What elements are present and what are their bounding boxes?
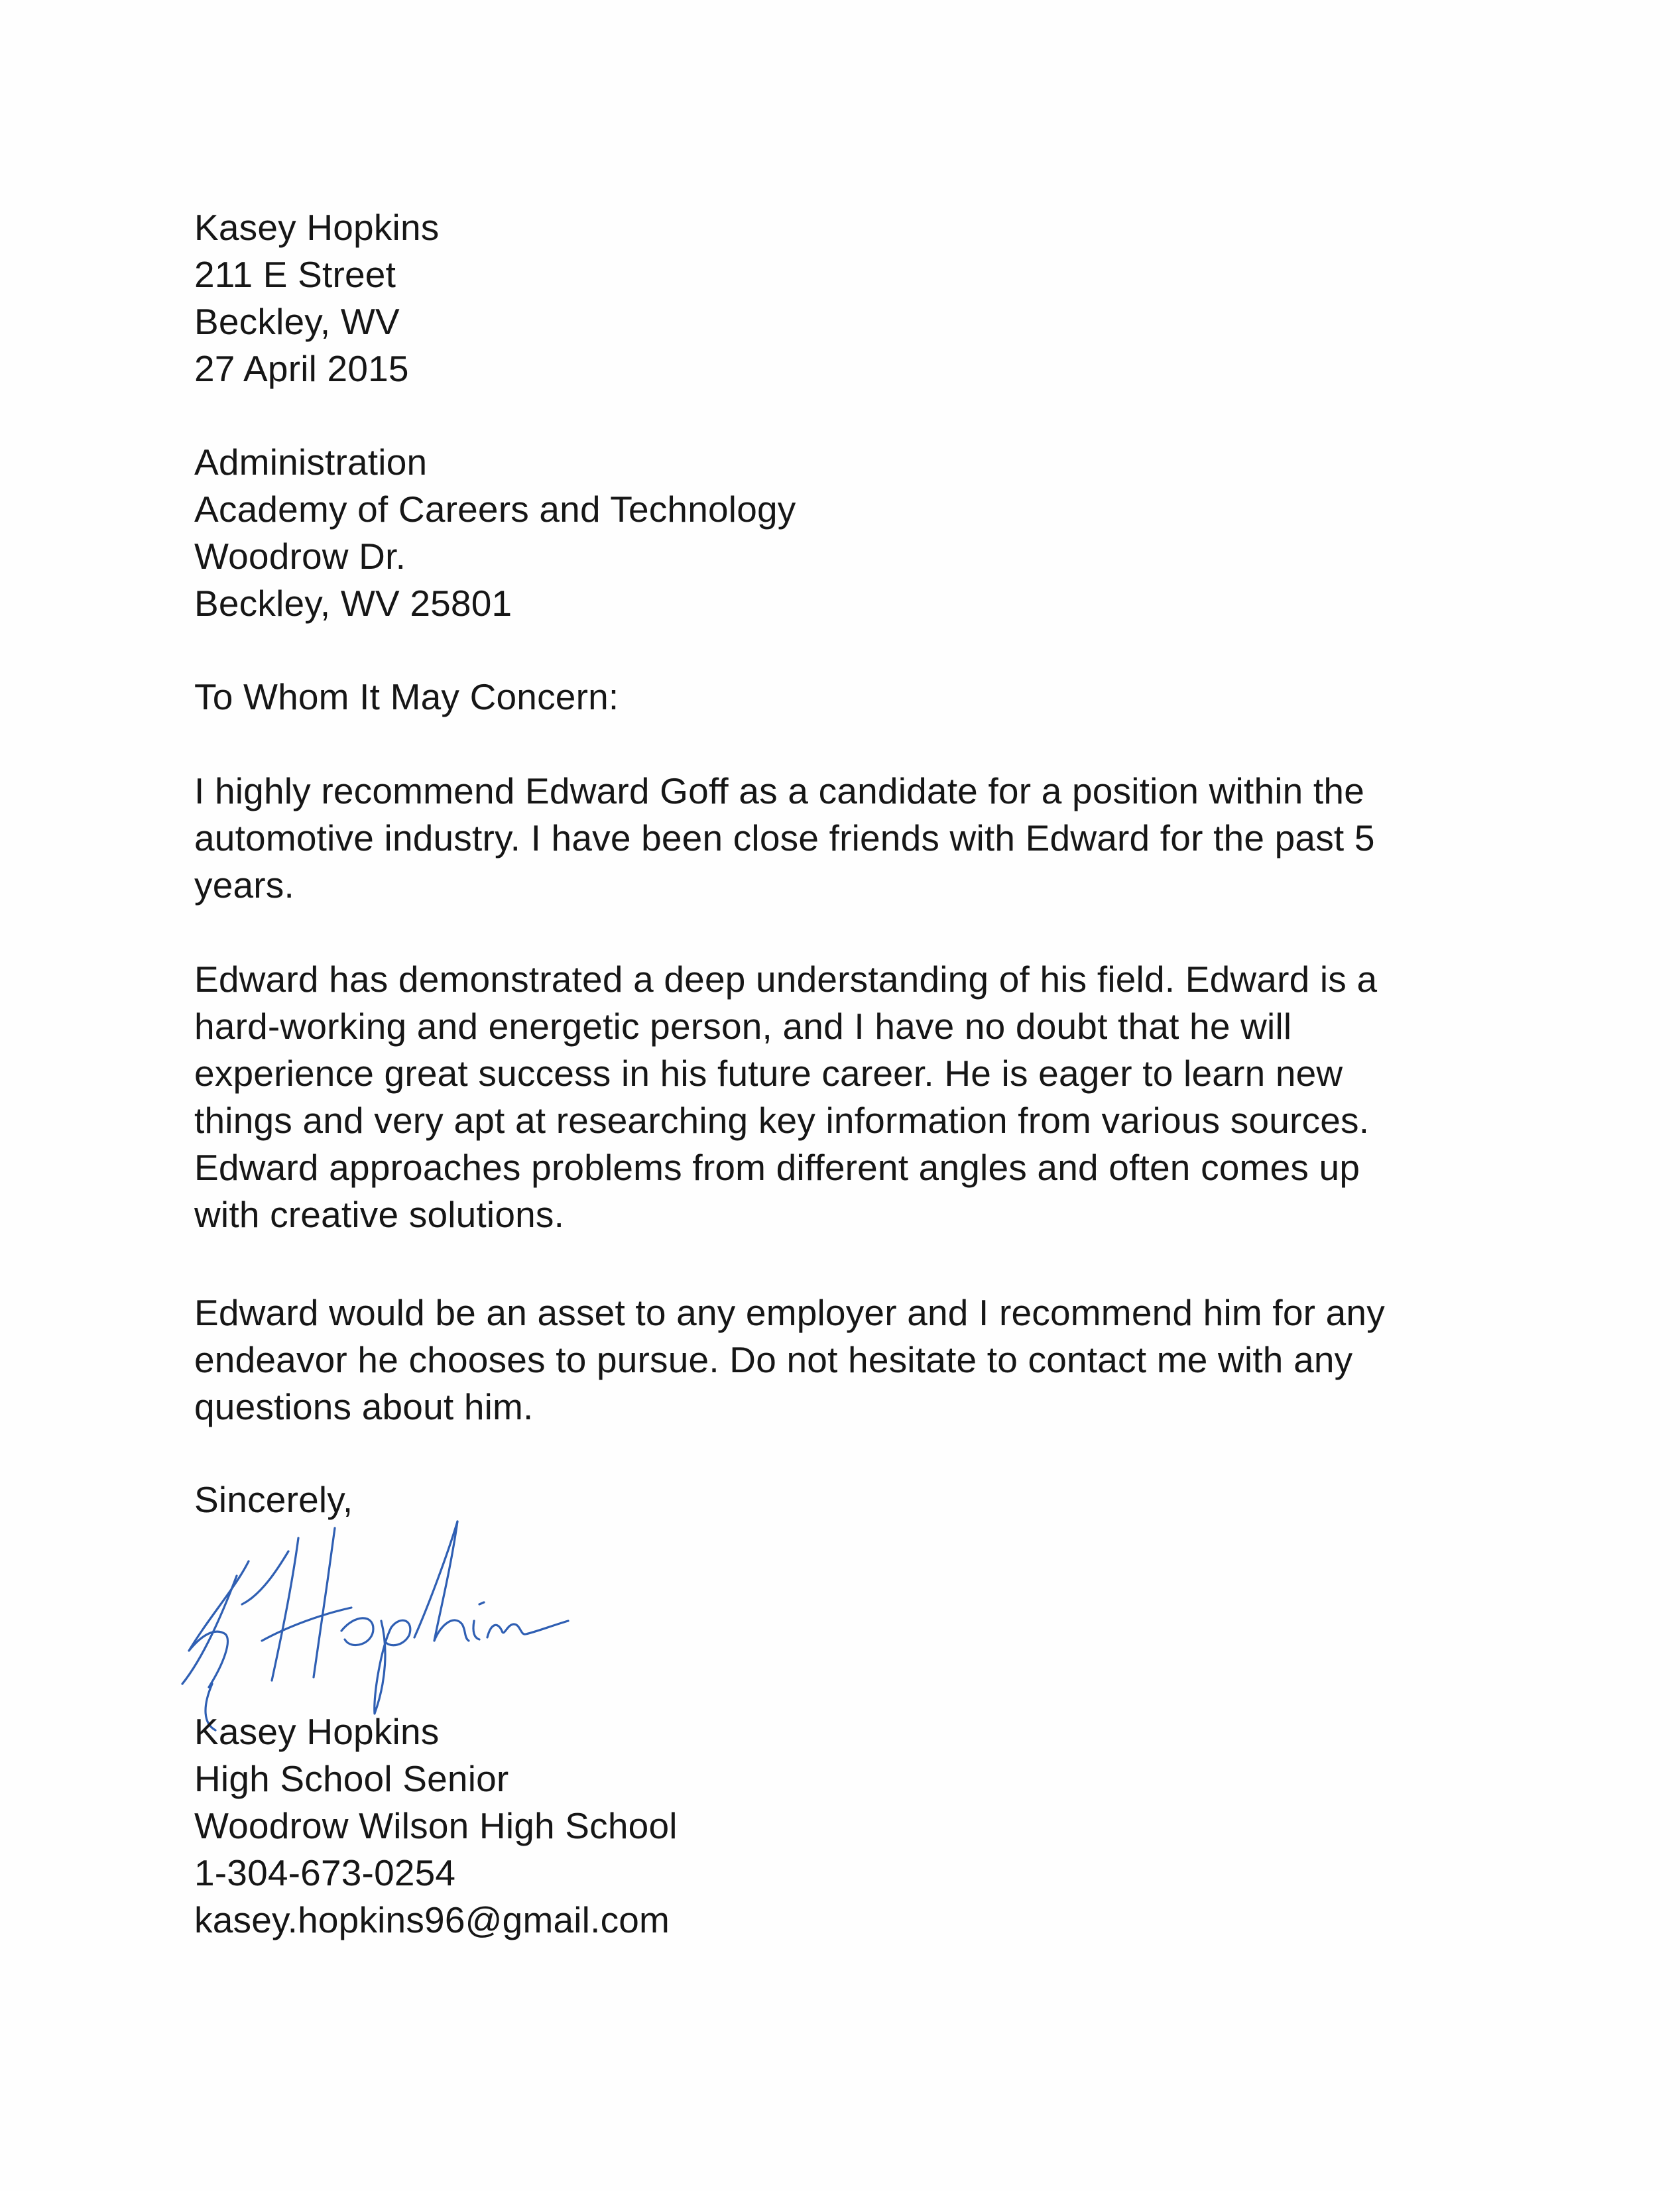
salutation-text: To Whom It May Concern: [194,676,619,717]
recipient-line-4: Beckley, WV 25801 [194,583,512,624]
sender-address [194,204,439,392]
paragraph-line: endeavor he chooses to pursue. Do not hesitate to contact me with any [194,1339,1353,1380]
recipient-line-3: Woodrow Dr. [194,536,406,577]
signer-school: Woodrow Wilson High School [194,1805,678,1846]
sender-name: Kasey Hopkins [194,207,440,248]
signer-title: High School Senior [194,1758,509,1799]
closing-text: Sincerely, [194,1479,353,1520]
paragraph-line: automotive industry. I have been close friends with Edward for the past 5 [194,817,1375,859]
body-paragraph-3 [194,1289,1520,1431]
paragraph-line: questions about him. [194,1386,534,1427]
sender-street: 211 E Street [194,254,396,295]
paragraph-line: hard-working and energetic person, and I have no doubt that he will [194,1006,1292,1047]
body-paragraph-1 [194,768,1520,909]
letter-date: 27 April 2015 [194,348,409,389]
recipient-line-2: Academy of Careers and Technology [194,489,796,530]
signer-email: kasey.hopkins96@gmail.com [194,1899,670,1940]
paragraph-line: things and very apt at researching key information from various sources. [194,1100,1370,1141]
signer-phone: 1-304-673-0254 [194,1852,456,1893]
salutation [194,674,619,721]
paragraph-line: years. [194,864,294,906]
signer-block [194,1708,678,1944]
recipient-line-1: Administration [194,442,428,483]
paragraph-line: experience great success in his future career. He is eager to learn new [194,1053,1343,1094]
paragraph-line: with creative solutions. [194,1194,565,1235]
body-paragraph-2 [194,956,1520,1238]
handwritten-signature [162,1515,587,1734]
paragraph-line: Edward has demonstrated a deep understanding of his field. Edward is a [194,959,1378,1000]
sender-city: Beckley, WV [194,301,400,342]
paragraph-line: Edward approaches problems from different angles and often comes up [194,1147,1360,1188]
signer-name: Kasey Hopkins [194,1711,440,1752]
paragraph-line: Edward would be an asset to any employer and I recommend him for any [194,1292,1385,1333]
recipient-address [194,439,796,627]
paragraph-line: I highly recommend Edward Goff as a candidate for a position within the [194,770,1364,811]
